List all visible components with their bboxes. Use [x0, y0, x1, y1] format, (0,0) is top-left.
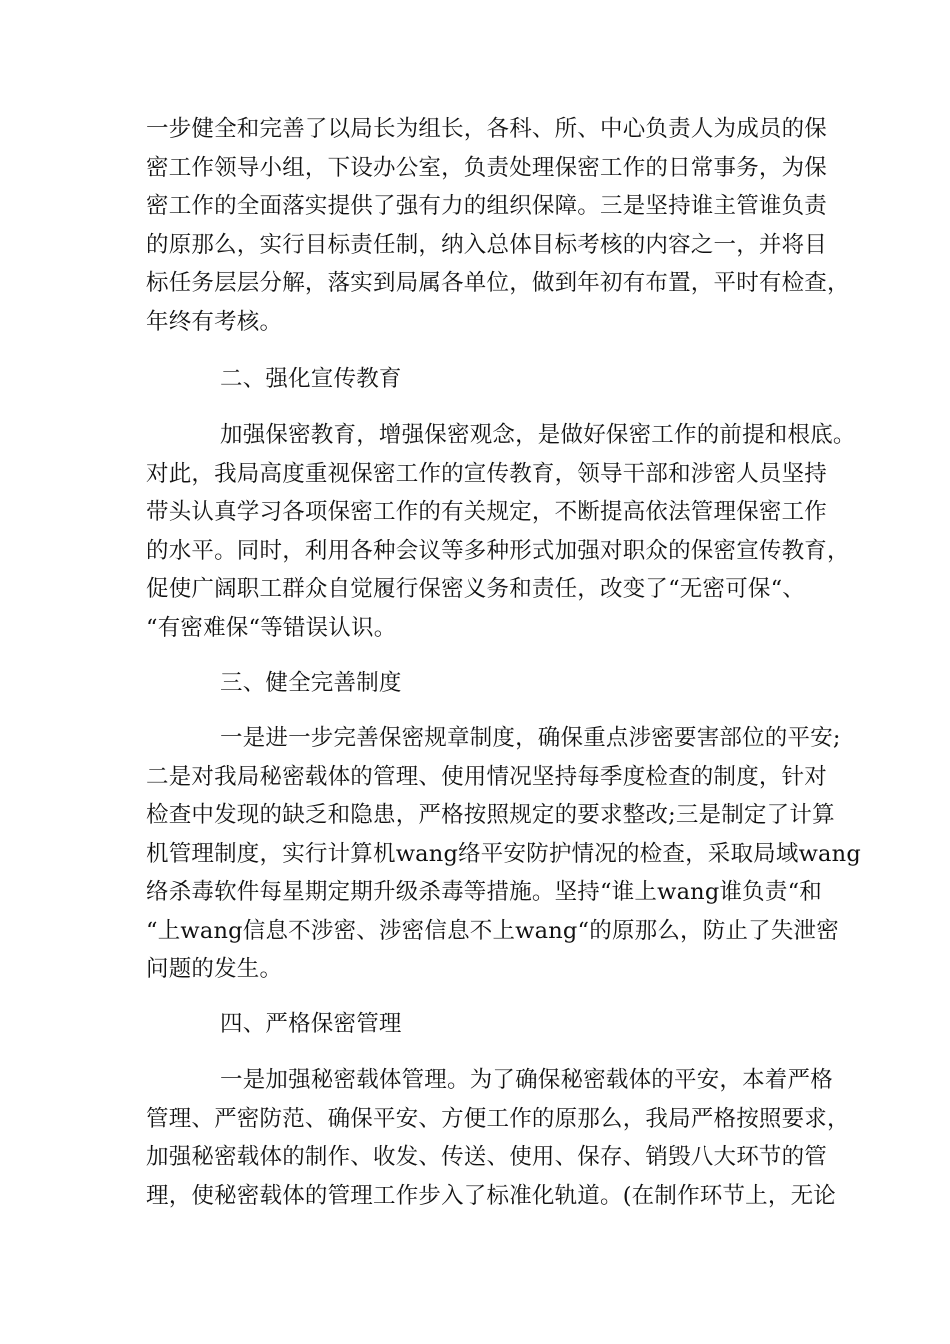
text-line: 带头认真学习各项保密工作的有关规定，不断提高依法管理保密工作: [146, 499, 828, 525]
section-heading-2: 二、强化宣传教育: [220, 366, 402, 392]
text-line: 密工作领导小组，下设办公室，负责处理保密工作的日常事务，为保: [146, 155, 828, 181]
text-line: 加强保密教育，增强保密观念，是做好保密工作的前提和根底。: [220, 422, 856, 448]
text-line: 对此，我局高度重视保密工作的宣传教育，领导干部和涉密人员坚持: [146, 461, 828, 487]
text-line: 理，使秘密载体的管理工作步入了标准化轨道。(在制作环节上，无论: [146, 1183, 836, 1209]
text-line: 加强秘密载体的制作、收发、传送、使用、保存、销毁八大环节的管: [146, 1144, 828, 1170]
text-line: 机管理制度，实行计算机wang络平安防护情况的检查，采取局域wang: [146, 841, 861, 867]
text-line: 年终有考核。: [146, 309, 283, 335]
text-line: 问题的发生。: [146, 956, 283, 982]
text-line: 标任务层层分解，落实到局属各单位，做到年初有布置，平时有检查，: [146, 270, 850, 296]
text-line: 的原那么，实行目标责任制，纳入总体目标考核的内容之一，并将目: [146, 232, 828, 258]
text-line: 一步健全和完善了以局长为组长，各科、所、中心负责人为成员的保: [146, 116, 828, 142]
text-line: 管理、严密防范、确保平安、方便工作的原那么，我局严格按照要求，: [146, 1106, 850, 1132]
text-line: 的水平。同时，利用各种会议等多种形式加强对职众的保密宣传教育，: [146, 538, 850, 564]
text-line: 一是加强秘密载体管理。为了确保秘密载体的平安，本着严格: [220, 1067, 833, 1093]
text-line: 检查中发现的缺乏和隐患，严格按照规定的要求整改;三是制定了计算: [146, 802, 835, 828]
text-line: 促使广阔职工群众自觉履行保密义务和责任，改变了“无密可保“、: [146, 576, 806, 602]
text-line: 一是进一步完善保密规章制度，确保重点涉密要害部位的平安;: [220, 725, 841, 751]
section-heading-3: 三、健全完善制度: [220, 670, 402, 696]
text-line: “有密难保“等错误认识。: [146, 615, 397, 641]
text-line: “上wang信息不涉密、涉密信息不上wang“的原那么，防止了失泄密: [146, 918, 839, 944]
text-line: 络杀毒软件每星期定期升级杀毒等措施。坚持“谁上wang谁负责“和: [146, 879, 822, 905]
section-heading-4: 四、严格保密管理: [220, 1011, 402, 1037]
text-line: 二是对我局秘密载体的管理、使用情况坚持每季度检查的制度，针对: [146, 764, 828, 790]
text-line: 密工作的全面落实提供了强有力的组织保障。三是坚持谁主管谁负责: [146, 193, 828, 219]
